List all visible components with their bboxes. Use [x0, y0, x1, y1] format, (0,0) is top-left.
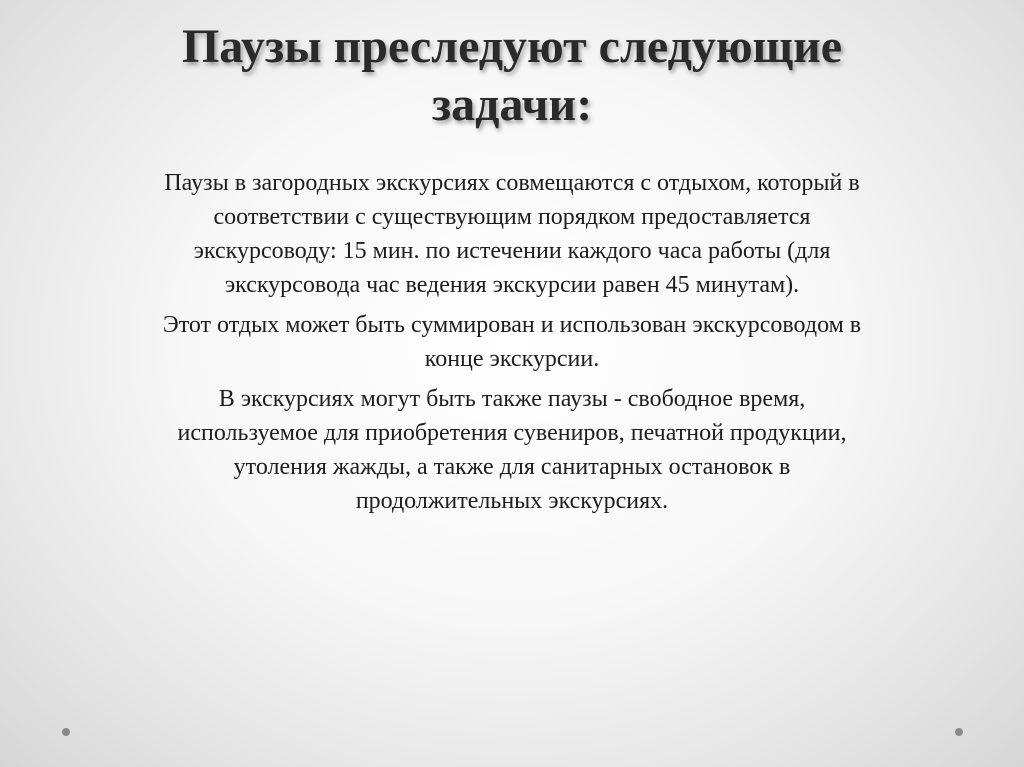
paragraph-line: Паузы в загородных экскурсиях совмещаются с отдыхом, который в	[164, 170, 860, 196]
paragraph-line: используемое для приобретения сувениров, печатной продукции,	[177, 420, 847, 446]
slide-body	[70, 166, 954, 524]
corner-dot-left	[62, 728, 70, 736]
paragraph-line: утоления жажды, а также для санитарных остановок в	[233, 454, 791, 480]
paragraph-free-time	[70, 382, 954, 518]
paragraph-line: экскурсовода час ведения экскурсии равен 45 минутам).	[224, 272, 800, 298]
paragraph-rest-summing	[70, 308, 954, 376]
paragraph-line: конце экскурсии.	[424, 346, 600, 372]
corner-dot-right	[955, 728, 963, 736]
slide-title	[60, 18, 964, 134]
paragraph-line: экскурсоводу: 15 мин. по истечении каждого часа работы (для	[193, 238, 831, 264]
paragraph-line: продолжительных экскурсиях.	[355, 488, 669, 514]
paragraph-line: соответствии с существующим порядком предоставляется	[213, 204, 811, 230]
slide-title-line: Паузы преследуют следующие	[181, 20, 843, 73]
paragraph-line: Этот отдых может быть суммирован и использован экскурсоводом в	[162, 312, 862, 338]
slide-title-line: задачи:	[431, 78, 593, 131]
paragraph-breaks	[70, 166, 954, 302]
paragraph-line: В экскурсиях могут быть также паузы - свободное время,	[218, 386, 806, 412]
